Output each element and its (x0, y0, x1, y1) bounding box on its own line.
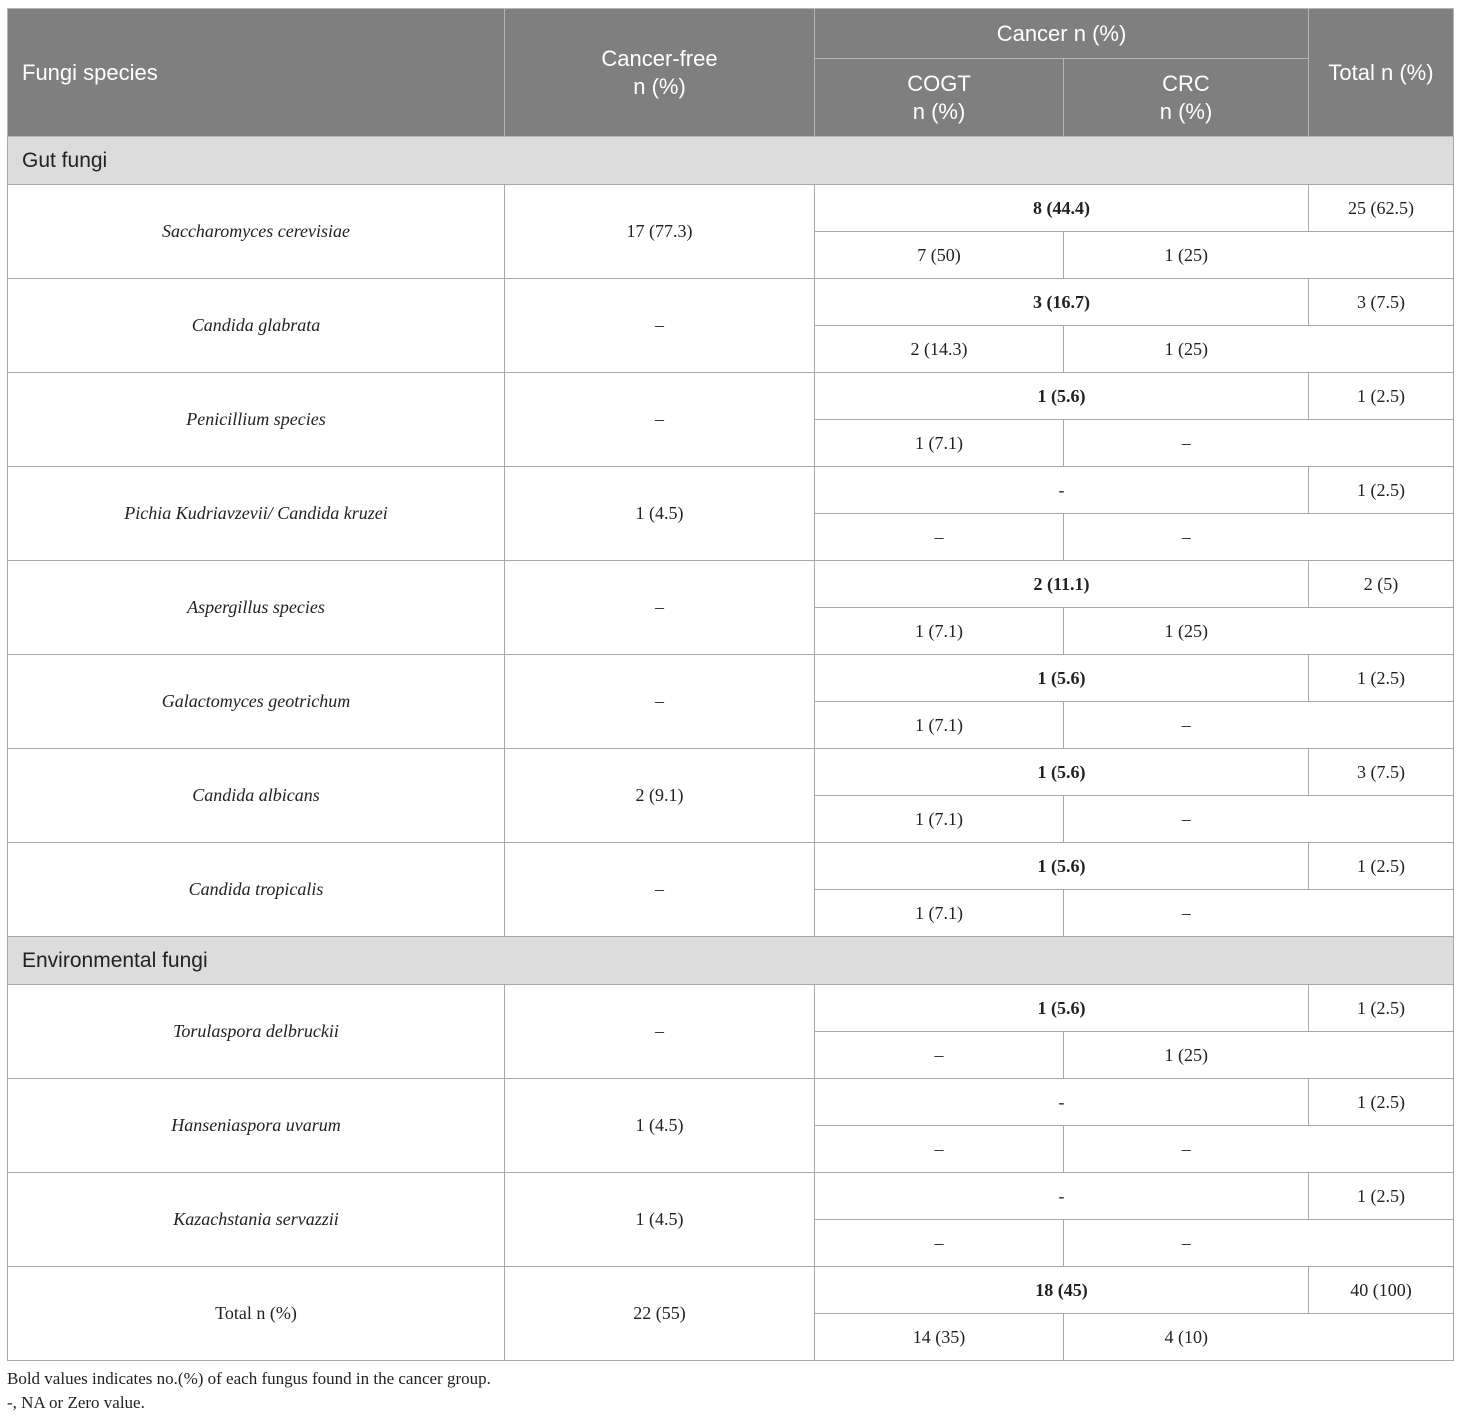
total-cell: 1 (2.5) (1309, 467, 1454, 514)
cancer-free-cell: 1 (4.5) (505, 1173, 815, 1267)
cancer-free-cell: – (505, 985, 815, 1079)
empty-cell (1309, 326, 1454, 373)
cancer-total-cell: - (815, 467, 1309, 514)
cogt-cell: – (815, 1220, 1064, 1267)
cancer-free-cell: 1 (4.5) (505, 1079, 815, 1173)
cancer-free-cell: – (505, 655, 815, 749)
total-cell: 3 (7.5) (1309, 749, 1454, 796)
species-cell: Kazachstania servazzii (8, 1173, 505, 1267)
species-cell: Torulaspora delbruckii (8, 985, 505, 1079)
table-container (7, 8, 1453, 1415)
empty-cell (1309, 702, 1454, 749)
cogt-cell: 7 (50) (815, 232, 1064, 279)
crc-cell: – (1064, 796, 1309, 843)
total-cell: 40 (100) (1309, 1267, 1454, 1314)
species-cell: Saccharomyces cerevisiae (8, 185, 505, 279)
cancer-total-cell: - (815, 1079, 1309, 1126)
species-cell: Candida albicans (8, 749, 505, 843)
total-cell: 1 (2.5) (1309, 655, 1454, 702)
cogt-cell: 1 (7.1) (815, 702, 1064, 749)
empty-cell (1309, 796, 1454, 843)
total-cell: 1 (2.5) (1309, 373, 1454, 420)
empty-cell (1309, 232, 1454, 279)
cogt-cell: – (815, 1126, 1064, 1173)
crc-cell: – (1064, 890, 1309, 937)
total-cell: 2 (5) (1309, 561, 1454, 608)
species-cell: Candida glabrata (8, 279, 505, 373)
cogt-cell: 14 (35) (815, 1314, 1064, 1361)
cancer-free-cell: – (505, 561, 815, 655)
cogt-cell: 2 (14.3) (815, 326, 1064, 373)
cancer-total-cell: 1 (5.6) (815, 655, 1309, 702)
total-cell: 25 (62.5) (1309, 185, 1454, 232)
cancer-free-cell: – (505, 373, 815, 467)
crc-cell: 1 (25) (1064, 232, 1309, 279)
empty-cell (1309, 514, 1454, 561)
cancer-free-cell: – (505, 279, 815, 373)
cancer-total-cell: 1 (5.6) (815, 373, 1309, 420)
cancer-total-cell: 1 (5.6) (815, 749, 1309, 796)
header-fungi-species: Fungi species (8, 9, 505, 137)
header-cancer-free-line1: Cancer-free (601, 45, 718, 71)
cogt-cell: – (815, 514, 1064, 561)
crc-cell: 4 (10) (1064, 1314, 1309, 1361)
cogt-cell: 1 (7.1) (815, 608, 1064, 655)
header-cancer-free (505, 9, 815, 137)
species-cell: Candida tropicalis (8, 843, 505, 937)
species-cell: Penicillium species (8, 373, 505, 467)
species-cell: Pichia Kudriavzevii/ Candida kruzei (8, 467, 505, 561)
crc-cell: 1 (25) (1064, 326, 1309, 373)
empty-cell (1309, 420, 1454, 467)
header-crc-line1: CRC (1162, 70, 1210, 96)
section-title-gut-fungi: Gut fungi (8, 137, 1454, 185)
cancer-total-cell: 18 (45) (815, 1267, 1309, 1314)
species-cell: Aspergillus species (8, 561, 505, 655)
total-cell: 3 (7.5) (1309, 279, 1454, 326)
species-cell: Galactomyces geotrichum (8, 655, 505, 749)
empty-cell (1309, 608, 1454, 655)
header-cogt-line1: COGT (907, 70, 971, 96)
cancer-total-cell: 2 (11.1) (815, 561, 1309, 608)
cancer-free-cell: 1 (4.5) (505, 467, 815, 561)
crc-cell: 1 (25) (1064, 608, 1309, 655)
cogt-cell: – (815, 1032, 1064, 1079)
cancer-free-cell: – (505, 843, 815, 937)
cogt-cell: 1 (7.1) (815, 420, 1064, 467)
cancer-total-cell: - (815, 1173, 1309, 1220)
cancer-total-cell: 8 (44.4) (815, 185, 1309, 232)
cancer-free-cell: 22 (55) (505, 1267, 815, 1361)
table-footnotes (7, 1367, 1453, 1415)
crc-cell: 1 (25) (1064, 1032, 1309, 1079)
header-crc (1064, 59, 1309, 137)
total-row-label: Total n (%) (8, 1267, 505, 1361)
crc-cell: – (1064, 514, 1309, 561)
cancer-free-cell: 2 (9.1) (505, 749, 815, 843)
fungi-table (7, 8, 1454, 1361)
crc-cell: – (1064, 420, 1309, 467)
crc-cell: – (1064, 1220, 1309, 1267)
crc-cell: – (1064, 702, 1309, 749)
crc-cell: – (1064, 1126, 1309, 1173)
header-cogt-line2: n (%) (912, 98, 966, 124)
footnote-bold-values: Bold values indicates no.(%) of each fungus found in the cancer group. (7, 1369, 491, 1388)
header-cancer: Cancer n (%) (815, 9, 1309, 59)
total-cell: 1 (2.5) (1309, 843, 1454, 890)
empty-cell (1309, 1314, 1454, 1361)
empty-cell (1309, 1220, 1454, 1267)
cogt-cell: 1 (7.1) (815, 796, 1064, 843)
cogt-cell: 1 (7.1) (815, 890, 1064, 937)
section-title-environmental-fungi: Environmental fungi (8, 937, 1454, 985)
header-crc-line2: n (%) (1159, 98, 1213, 124)
empty-cell (1309, 1032, 1454, 1079)
header-total: Total n (%) (1309, 9, 1454, 137)
total-cell: 1 (2.5) (1309, 1079, 1454, 1126)
cancer-total-cell: 3 (16.7) (815, 279, 1309, 326)
empty-cell (1309, 1126, 1454, 1173)
footnote-na-value: -, NA or Zero value. (7, 1393, 145, 1412)
total-cell: 1 (2.5) (1309, 1173, 1454, 1220)
cancer-total-cell: 1 (5.6) (815, 843, 1309, 890)
species-cell: Hanseniaspora uvarum (8, 1079, 505, 1173)
empty-cell (1309, 890, 1454, 937)
header-cancer-free-line2: n (%) (633, 73, 686, 99)
cancer-total-cell: 1 (5.6) (815, 985, 1309, 1032)
header-cogt (815, 59, 1064, 137)
total-cell: 1 (2.5) (1309, 985, 1454, 1032)
cancer-free-cell: 17 (77.3) (505, 185, 815, 279)
